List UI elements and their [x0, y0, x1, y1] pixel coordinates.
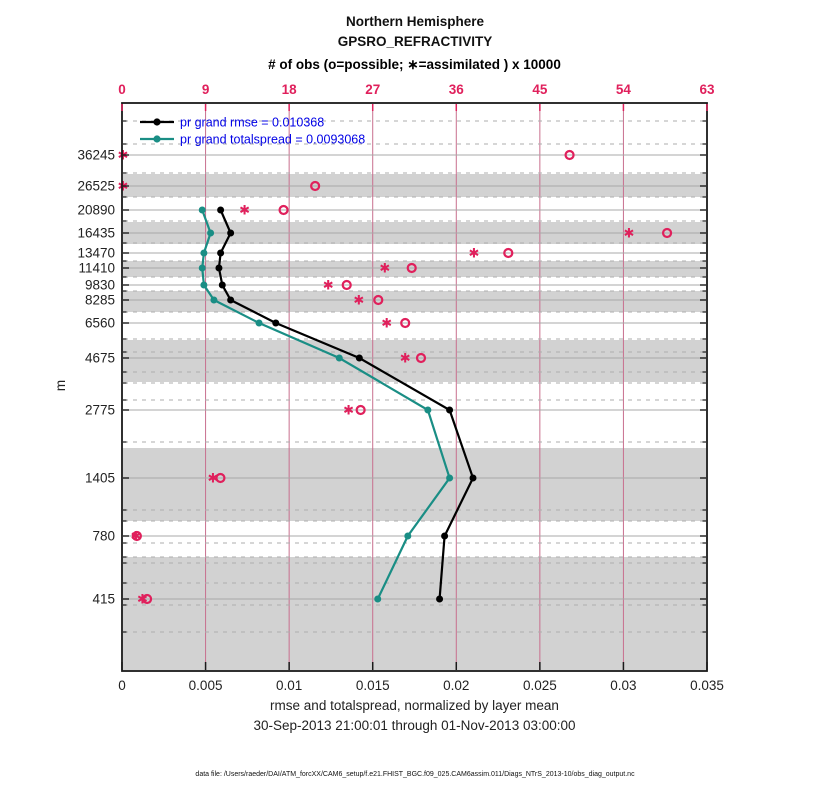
svg-text:✱: ✱ — [239, 202, 251, 218]
svg-text:27: 27 — [365, 82, 381, 97]
svg-text:6560: 6560 — [84, 315, 115, 331]
svg-text:✱: ✱ — [379, 260, 391, 276]
svg-text:20890: 20890 — [77, 202, 115, 218]
svg-text:0.005: 0.005 — [188, 678, 223, 693]
data-file-path: data file: /Users/raeder/DAI/ATM_forcXX/CAM6_setup/f.e21.FHIST_BGC.f09_025.CAM6assim.011/Diags_NTrS_2013-10/obs_diag_output.nc — [195, 771, 635, 778]
svg-text:0.01: 0.01 — [276, 678, 303, 693]
svg-text:✱: ✱ — [136, 591, 148, 607]
svg-text:✱: ✱ — [130, 528, 142, 544]
y-axis-label: m — [53, 379, 69, 392]
svg-text:0: 0 — [118, 82, 126, 97]
svg-text:0.02: 0.02 — [443, 678, 470, 693]
svg-text:54: 54 — [615, 82, 631, 97]
y-tick-labels — [77, 148, 115, 607]
svg-text:✱: ✱ — [207, 470, 219, 486]
svg-text:4675: 4675 — [84, 350, 115, 366]
svg-text:0.035: 0.035 — [690, 678, 724, 693]
svg-text:1405: 1405 — [84, 470, 115, 486]
gray-bands — [123, 174, 706, 670]
svg-text:0.03: 0.03 — [610, 678, 637, 693]
svg-text:✱: ✱ — [353, 292, 365, 308]
svg-text:0: 0 — [118, 678, 126, 693]
time-range-label: 30-Sep-2013 21:00:01 through 01-Nov-2013 03:00:00 — [253, 718, 576, 733]
svg-text:✱: ✱ — [343, 402, 355, 418]
svg-text:11410: 11410 — [78, 260, 115, 276]
figure-title-region: Northern Hemisphere — [345, 14, 485, 29]
top-axis-ticks — [118, 82, 715, 111]
svg-text:780: 780 — [92, 528, 115, 544]
svg-text:36: 36 — [448, 82, 464, 97]
x-axis-label: rmse and totalspread, normalized by layer mean — [270, 698, 559, 713]
svg-text:63: 63 — [699, 82, 715, 97]
svg-text:✱: ✱ — [322, 277, 334, 293]
svg-text:45: 45 — [532, 82, 548, 97]
svg-text:pr grand rmse = 0.010368: pr grand rmse = 0.010368 — [180, 115, 325, 130]
svg-text:✱: ✱ — [381, 315, 393, 331]
svg-text:✱: ✱ — [117, 178, 129, 194]
svg-text:415: 415 — [92, 591, 115, 607]
svg-text:36245: 36245 — [77, 147, 115, 163]
svg-text:0.015: 0.015 — [355, 678, 390, 693]
svg-text:8285: 8285 — [84, 292, 115, 308]
svg-text:18: 18 — [281, 82, 297, 97]
svg-text:✱: ✱ — [399, 350, 411, 366]
svg-text:16435: 16435 — [77, 225, 115, 241]
svg-text:✱: ✱ — [117, 147, 129, 163]
svg-text:✱: ✱ — [468, 245, 480, 261]
legend — [140, 116, 365, 147]
svg-text:26525: 26525 — [77, 178, 115, 194]
figure-subtitle: GPSRO_REFRACTIVITY — [337, 34, 493, 49]
svg-text:9: 9 — [201, 82, 210, 97]
svg-text:9830: 9830 — [84, 277, 115, 293]
svg-text:✱: ✱ — [623, 225, 635, 241]
svg-text:pr grand totalspread = 0.00930: pr grand totalspread = 0.0093068 — [180, 132, 366, 147]
top-axis-label: # of obs (o=possible; ∗=assimilated ) x 10000 — [268, 57, 561, 72]
svg-text:13470: 13470 — [77, 245, 115, 261]
svg-text:2775: 2775 — [84, 402, 115, 418]
svg-text:0.025: 0.025 — [522, 678, 557, 693]
